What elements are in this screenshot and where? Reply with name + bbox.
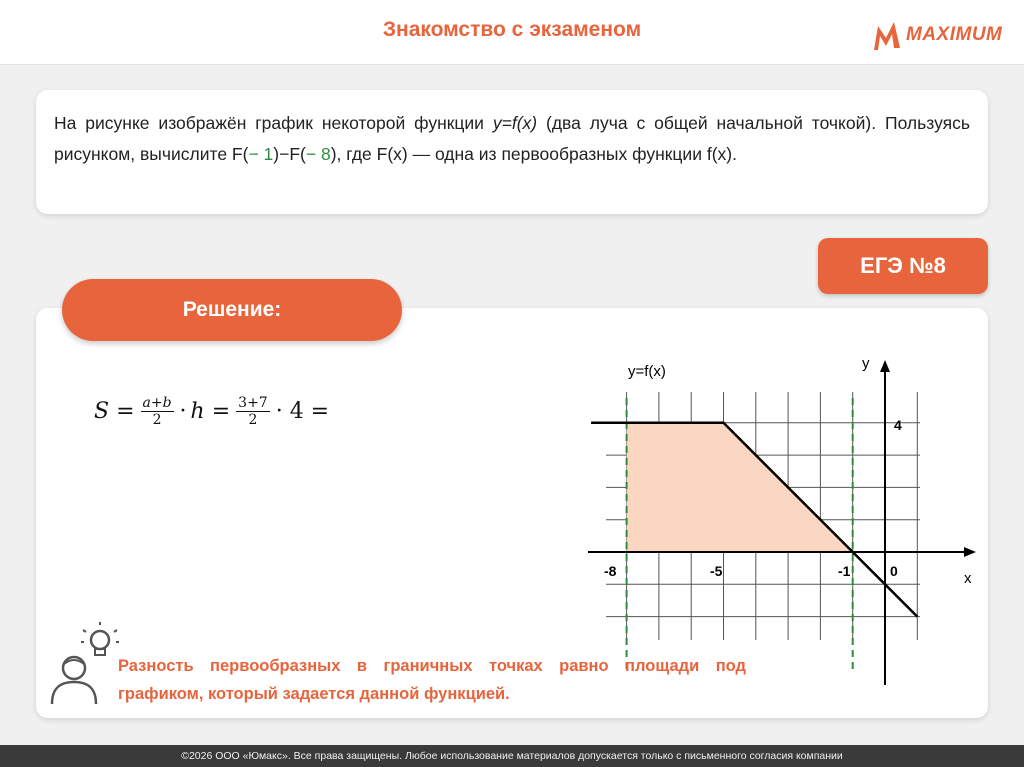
- logo: [866, 12, 1024, 56]
- y-axis-arrow: [880, 360, 890, 372]
- logo-text: MAXIMUM: [906, 24, 1003, 45]
- formula-fraction-ab: [141, 395, 174, 428]
- x-tick-label: 0: [890, 563, 898, 579]
- task-text-part: ), где F(x) — одна из первообразных функции f(x).: [330, 144, 737, 164]
- x-axis-arrow: [964, 547, 976, 557]
- task-card: [36, 90, 988, 214]
- task-value-b: − 8: [305, 144, 331, 164]
- ege-badge: ЕГЭ №8: [818, 238, 988, 294]
- task-value-a: − 1: [248, 144, 274, 164]
- fraction-denominator: 2: [152, 411, 162, 428]
- fraction-denominator: 2: [248, 411, 258, 428]
- task-text-part: (два луча с общей начальной точкой). Пользуясь рисунком, вычислите F(: [54, 113, 970, 164]
- x-tick-label: -8: [604, 563, 617, 579]
- fraction-numerator: 3+7: [238, 394, 268, 411]
- area-formula: [94, 386, 329, 436]
- function-graph: [560, 340, 990, 700]
- task-text: [54, 108, 970, 170]
- logo-icon: [868, 16, 904, 56]
- formula-fraction-values: [236, 395, 270, 428]
- task-function: y=f(x): [492, 113, 538, 133]
- x-tick-label: -1: [838, 563, 851, 579]
- formula-dot: ·: [179, 398, 187, 424]
- footer: ©2026 ООО «Юмакс». Все права защищены. Любое использование материалов допускается только с письменного согласия компании: [0, 745, 1024, 767]
- task-text-part: На рисунке изображён график некоторой функции: [54, 113, 493, 133]
- person-idea-icon: [46, 622, 120, 706]
- y-tick-label: 4: [894, 417, 902, 433]
- fraction-numerator: 𝑎+𝑏: [142, 394, 172, 411]
- slide-title: Знакомство с экзаменом: [382, 18, 642, 41]
- tip-text: Разность первообразных в граничных точках равно площади под графиком, который задается данной функцией.: [118, 657, 746, 703]
- function-label: y=f(x): [628, 363, 666, 380]
- solution-label: Решение:: [62, 279, 402, 341]
- formula-h: ℎ =: [190, 398, 231, 424]
- formula-lhs: S =: [94, 398, 135, 424]
- task-text-part: )−F(: [273, 144, 306, 164]
- formula-tail: · 4 =: [275, 398, 330, 424]
- y-axis-label: y: [862, 355, 870, 372]
- header: [0, 0, 1024, 65]
- x-tick-label: -5: [710, 563, 723, 579]
- x-axis-label: x: [964, 570, 972, 587]
